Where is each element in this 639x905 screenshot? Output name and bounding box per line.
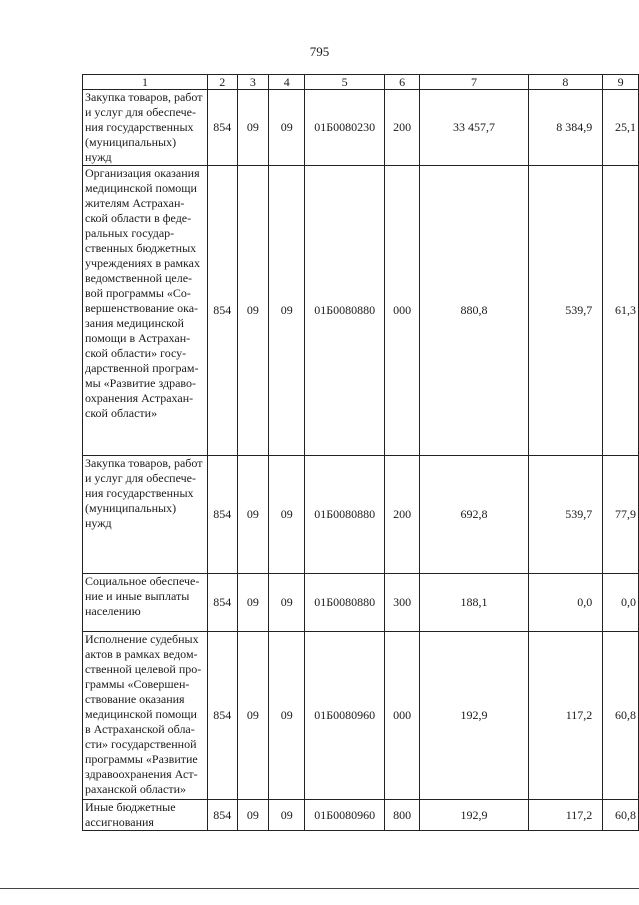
- cell-executed-amount: 8 384,9: [528, 90, 603, 166]
- cell-percent: 61,3: [603, 166, 639, 456]
- cell-expense-type: 000: [384, 632, 420, 800]
- cell-executed-amount: 539,7: [528, 456, 603, 574]
- cell-plan-amount: 880,8: [420, 166, 528, 456]
- table-row: [83, 166, 639, 456]
- table-header-row: [83, 75, 639, 90]
- cell-percent: 25,1: [603, 90, 639, 166]
- row-name: Иные бюджетные ассигнования: [83, 800, 208, 831]
- cell-section: 09: [237, 574, 268, 632]
- cell-section: 09: [237, 166, 268, 456]
- header-col-2: 2: [207, 75, 237, 90]
- cell-executed-amount: 117,2: [528, 632, 603, 800]
- table-row: [83, 574, 639, 632]
- cell-expense-type: 800: [384, 800, 420, 831]
- row-name: Организация оказания медицинской помощи жителям Астрахан-ской области в феде-ральных государ-ственных бюджетных учреждениях в рамках ведомственной целе-вой программы «Со-вершенствование ока-зания медицинской помощи в Астрахан-ской области» госу-дарственной програм-мы «Развитие здраво-охранения Астрахан-ской области»: [83, 166, 208, 456]
- cell-executed-amount: 539,7: [528, 166, 603, 456]
- row-name: Социальное обеспече-ние и иные выплаты населению: [83, 574, 208, 632]
- cell-ministry-code: 854: [207, 456, 237, 574]
- cell-plan-amount: 192,9: [420, 632, 528, 800]
- cell-executed-amount: 0,0: [528, 574, 603, 632]
- cell-percent: 77,9: [603, 456, 639, 574]
- budget-table: [82, 74, 639, 831]
- cell-ministry-code: 854: [207, 632, 237, 800]
- header-col-6: 6: [384, 75, 420, 90]
- cell-subsection: 09: [269, 166, 305, 456]
- cell-target-article: 01Б0080960: [305, 800, 384, 831]
- table-row: [83, 456, 639, 574]
- row-name: Исполнение судебных актов в рамках ведом-ственной целевой про-граммы «Совершен-ствование оказания медицинской помощи в Астраханской обла-сти» государственной программы «Развитие здравоохранения Аст-раханской области»: [83, 632, 208, 800]
- cell-percent: 60,8: [603, 632, 639, 800]
- cell-subsection: 09: [269, 456, 305, 574]
- cell-target-article: 01Б0080880: [305, 166, 384, 456]
- header-col-8: 8: [528, 75, 603, 90]
- row-name: Закупка товаров, работ и услуг для обеспече-ния государственных (муниципальных) нужд: [83, 90, 208, 166]
- header-col-1: 1: [83, 75, 208, 90]
- cell-plan-amount: 692,8: [420, 456, 528, 574]
- cell-subsection: 09: [269, 90, 305, 166]
- table-row: [83, 632, 639, 800]
- cell-plan-amount: 188,1: [420, 574, 528, 632]
- cell-percent: 0,0: [603, 574, 639, 632]
- cell-expense-type: 000: [384, 166, 420, 456]
- cell-ministry-code: 854: [207, 800, 237, 831]
- header-col-9: 9: [603, 75, 639, 90]
- table-row: [83, 800, 639, 831]
- cell-ministry-code: 854: [207, 90, 237, 166]
- cell-target-article: 01Б0080880: [305, 456, 384, 574]
- cell-plan-amount: 192,9: [420, 800, 528, 831]
- cell-expense-type: 300: [384, 574, 420, 632]
- cell-section: 09: [237, 632, 268, 800]
- page-bottom-divider: [0, 888, 639, 889]
- header-col-7: 7: [420, 75, 528, 90]
- cell-ministry-code: 854: [207, 166, 237, 456]
- header-col-3: 3: [237, 75, 268, 90]
- cell-subsection: 09: [269, 632, 305, 800]
- cell-target-article: 01Б0080230: [305, 90, 384, 166]
- cell-ministry-code: 854: [207, 574, 237, 632]
- row-name: Закупка товаров, работ и услуг для обеспече-ния государственных (муниципальных) нужд: [83, 456, 208, 574]
- cell-section: 09: [237, 90, 268, 166]
- cell-target-article: 01Б0080880: [305, 574, 384, 632]
- cell-expense-type: 200: [384, 90, 420, 166]
- header-col-4: 4: [269, 75, 305, 90]
- cell-section: 09: [237, 456, 268, 574]
- header-col-5: 5: [305, 75, 384, 90]
- cell-subsection: 09: [269, 574, 305, 632]
- cell-expense-type: 200: [384, 456, 420, 574]
- cell-section: 09: [237, 800, 268, 831]
- cell-subsection: 09: [269, 800, 305, 831]
- page-number: 795: [309, 44, 330, 59]
- cell-plan-amount: 33 457,7: [420, 90, 528, 166]
- cell-percent: 60,8: [603, 800, 639, 831]
- cell-executed-amount: 117,2: [528, 800, 603, 831]
- cell-target-article: 01Б0080960: [305, 632, 384, 800]
- table-row: [83, 90, 639, 166]
